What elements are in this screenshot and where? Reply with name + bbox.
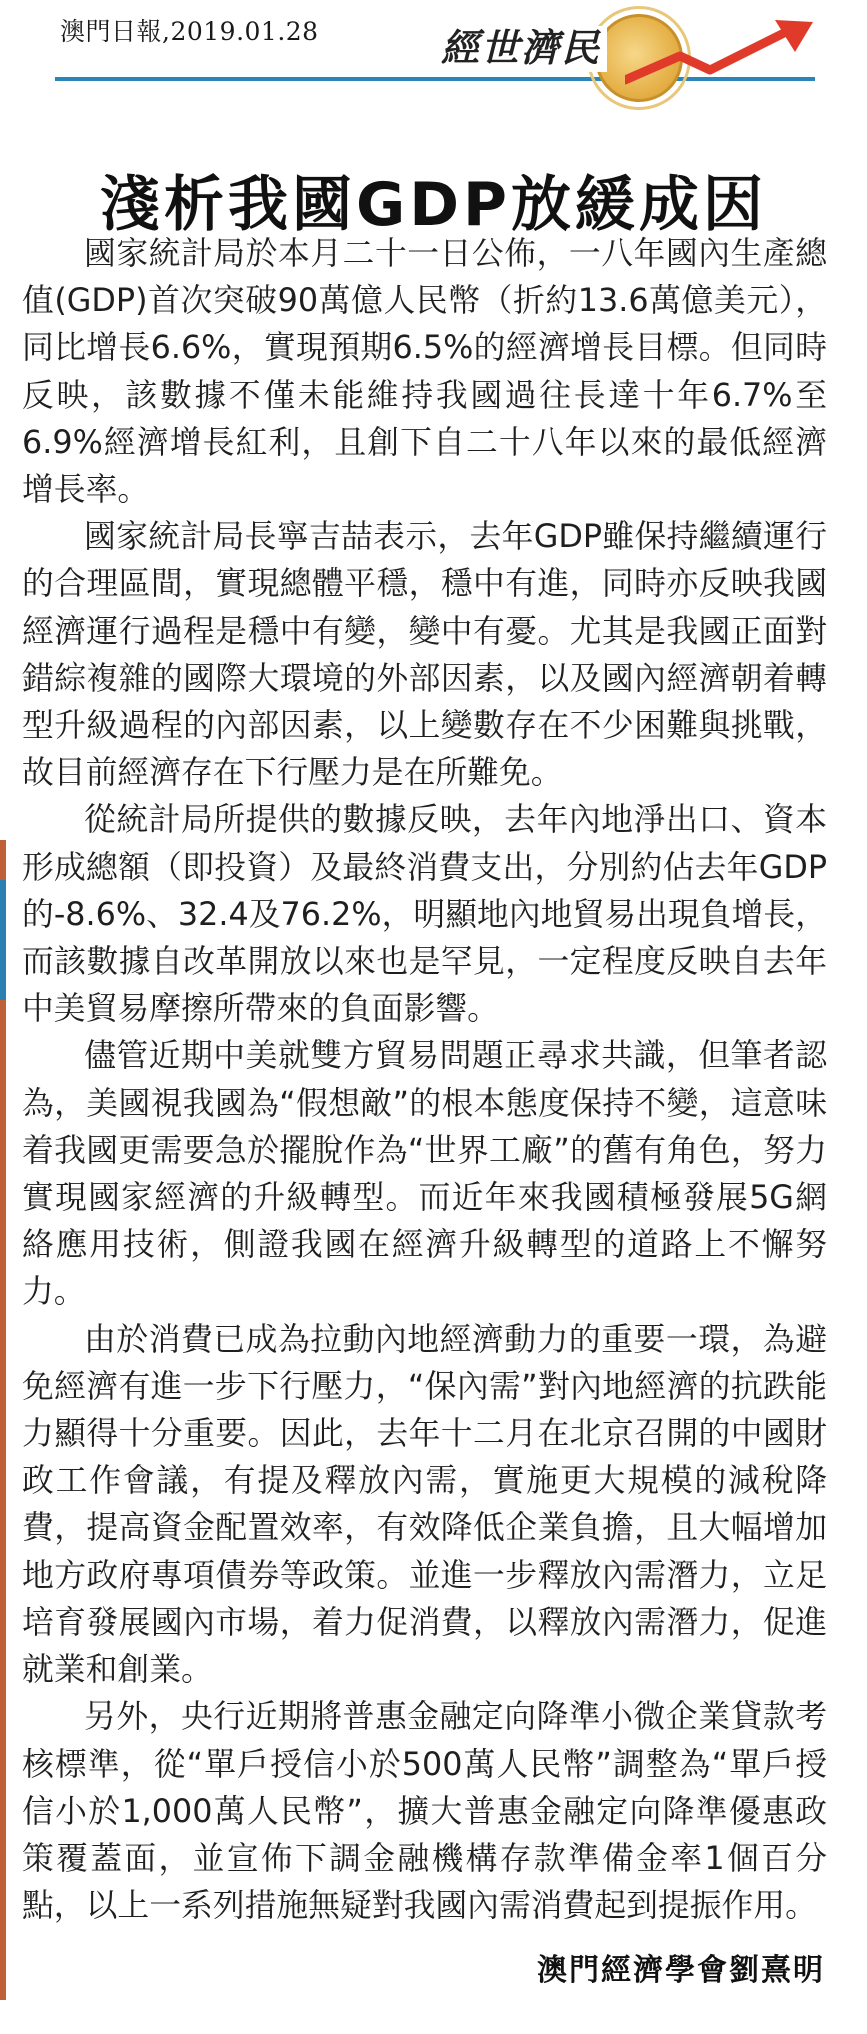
article-paragraph: 由於消費已成為拉動內地經濟動力的重要一環，為避免經濟有進一步下行壓力，“保內需”對內地經濟的抗跌能力顯得十分重要。因此，去年十二月在北京召開的中國財政工作會議，有提及釋放內需，實施更大規模的減稅降費，提高資金配置效率，有效降低企業負擔，且大幅增加地方政府專項債券等政策。並進一步釋放內需潛力，立足培育發展國內市場，着力促消費，以釋放內需潛力，促進就業和創業。 — [22, 1320, 827, 1689]
column-label: 經世濟民 — [435, 26, 607, 72]
article-paragraph: 儘管近期中美就雙方貿易問題正尋求共識，但筆者認為，美國視我國為“假想敵”的根本態度保持不變，這意味着我國更需要急於擺脫作為“世界工廠”的舊有角色，努力實現國家經濟的升級轉型。而近年來我國積極發展5G網絡應用技術，側證我國在經濟升級轉型的道路上不懈努力。 — [22, 1037, 827, 1311]
article-paragraph: 另外，央行近期將普惠金融定向降準小微企業貸款考核標準，從“單戶授信小於500萬人民幣”調整為“單戶授信小於1,000萬人民幣”，擴大普惠金融定向降準優惠政策覆蓋面，並宣佈下調金融機構存款準備金率1個百分點，以上一系列措施無疑對我國內需消費起到提振作用。 — [22, 1698, 827, 1925]
article-headline: 淺析我國GDP放緩成因 — [99, 170, 768, 241]
column-badge — [435, 8, 835, 103]
trend-arrow-icon — [625, 18, 815, 88]
page-edge-accent — [0, 880, 6, 1000]
article-paragraph: 從統計局所提供的數據反映，去年內地淨出口、資本形成總額（即投資）及最終消費支出，分別約佔去年GDP的-8.6%、32.4及76.2%，明顯地內地貿易出現負增長，而該數據自改革開放以來也是罕見，一定程度反映自去年中美貿易摩擦所帶來的負面影響。 — [22, 801, 827, 1028]
page-edge-strip — [0, 840, 6, 2000]
article-paragraph: 國家統計局於本月二十一日公佈，一八年國內生產總值(GDP)首次突破90萬億人民幣（折約13.6萬億美元），同比增長6.6%，實現預期6.5%的經濟增長目標。但同時反映，該數據不僅未能維持我國過往長達十年6.7%至6.9%經濟增長紅利，且創下自二十八年以來的最低經濟增長率。 — [22, 235, 827, 509]
source-dateline: 澳門日報,2019.01.28 — [60, 17, 319, 46]
author-byline: 澳門經濟學會劉熹明 — [537, 1953, 825, 1988]
article-body — [22, 230, 827, 1929]
article-paragraph: 國家統計局長寧吉喆表示，去年GDP雖保持繼續運行的合理區間，實現總體平穩，穩中有進，同時亦反映我國經濟運行過程是穩中有變，變中有憂。尤其是我國正面對錯綜複雜的國際大環境的外部因素，以及國內經濟朝着轉型升級過程的內部因素，以上變數存在不少困難與挑戰，故目前經濟存在下行壓力是在所難免。 — [22, 518, 827, 792]
